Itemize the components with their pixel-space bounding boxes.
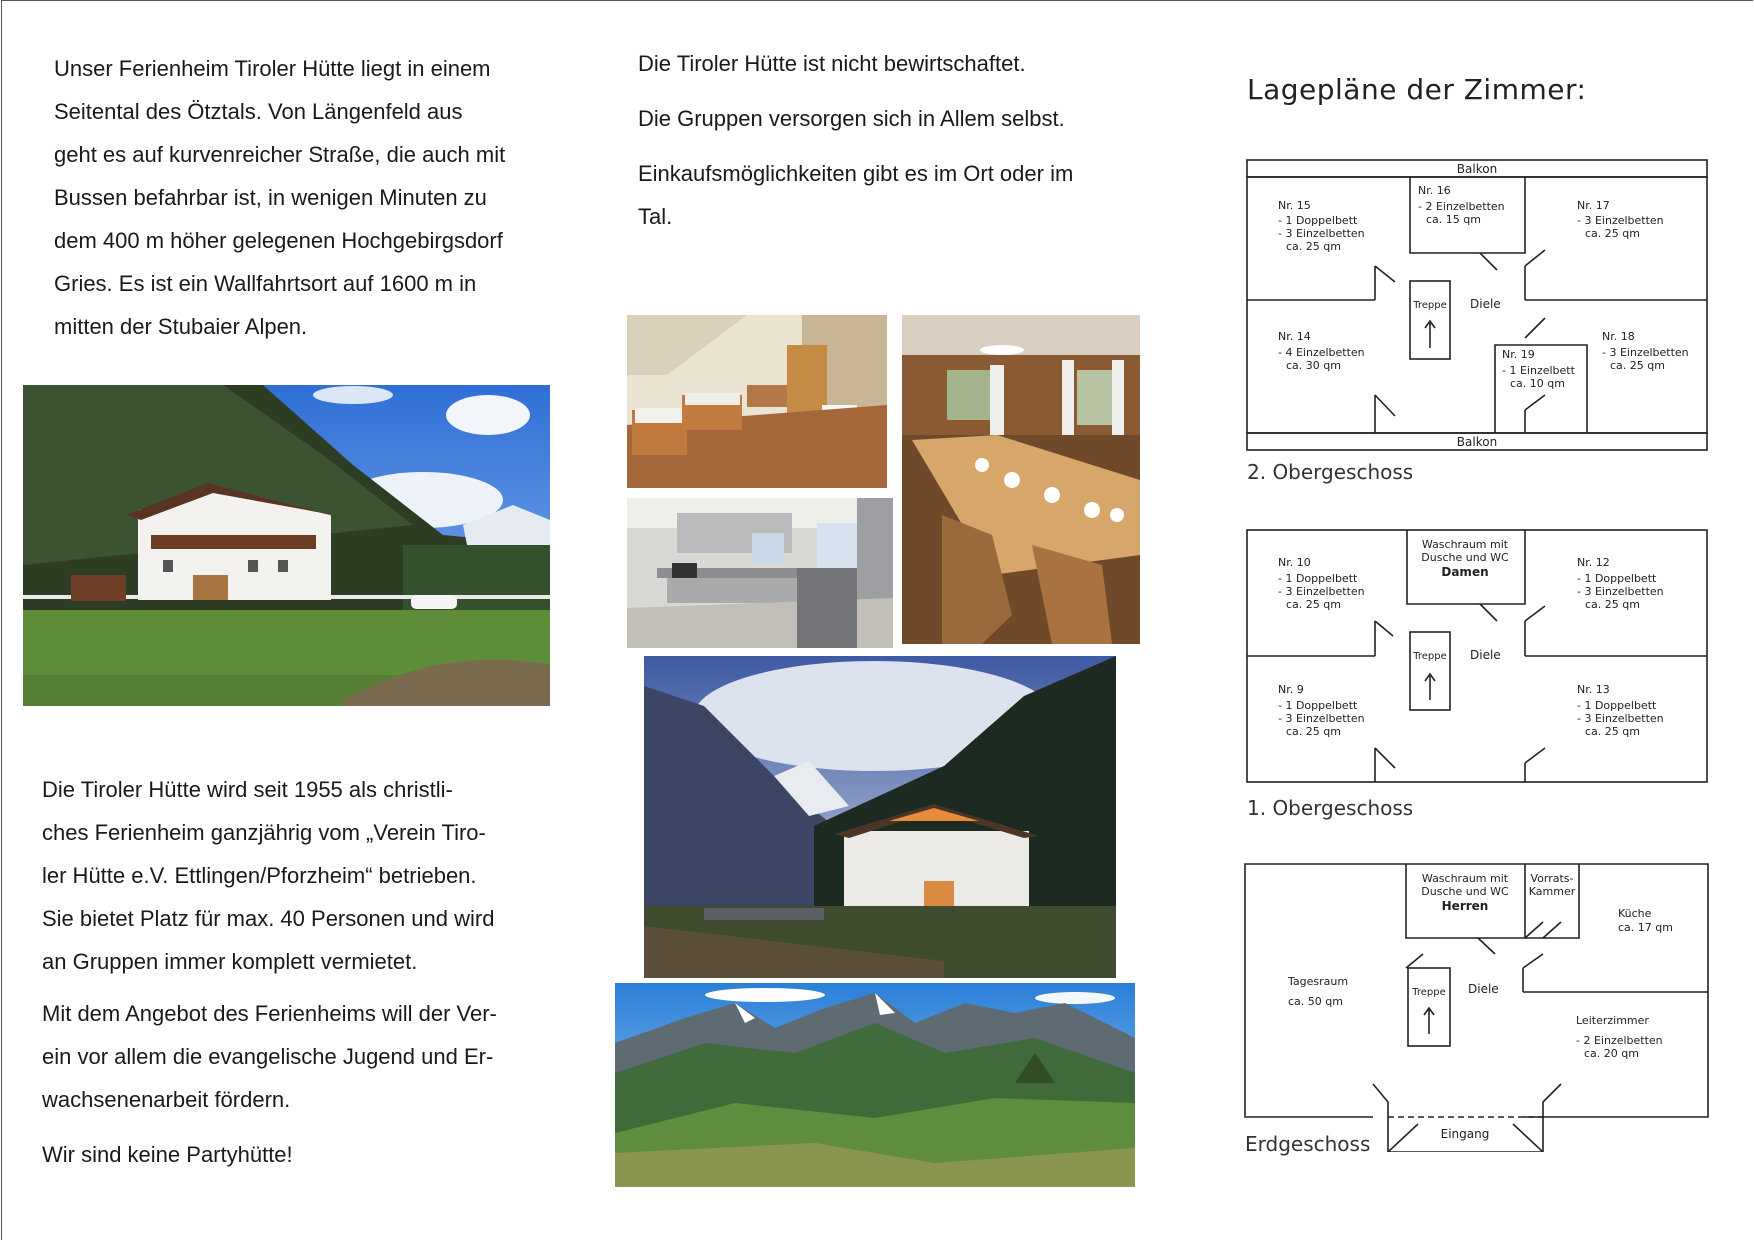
room-9-title: Nr. 9 xyxy=(1278,683,1304,696)
floor-plan-2nd-floor xyxy=(1245,158,1710,453)
about-line: ches Ferienheim ganzjährig vom „Verein Tiro- xyxy=(42,820,486,845)
mission-paragraph xyxy=(42,992,562,1121)
hut-dusk-photo xyxy=(644,656,1116,978)
service-line: Einkaufsmöglichkeiten gibt es im Ort oder im xyxy=(638,161,1074,186)
dayroom-line: ca. 50 qm xyxy=(1288,995,1343,1008)
intro-line: mitten der Stubaier Alpen. xyxy=(54,314,308,339)
mission-line: wachsenenarbeit fördern. xyxy=(42,1087,291,1112)
room-18-line: - 3 Einzelbetten xyxy=(1602,346,1689,359)
room-16-line: - 2 Einzelbetten xyxy=(1418,200,1505,213)
hall-label: Diele xyxy=(1468,982,1499,996)
room-10-line: - 1 Doppelbett xyxy=(1278,572,1358,585)
room-19-line: - 1 Einzelbett xyxy=(1502,364,1575,377)
room-12-line: - 3 Einzelbetten xyxy=(1577,585,1664,598)
room-13-line: - 1 Doppelbett xyxy=(1577,699,1657,712)
intro-line: Unser Ferienheim Tiroler Hütte liegt in einem xyxy=(54,56,491,81)
intro-line: Bussen befahrbar ist, in wenigen Minuten zu xyxy=(54,185,487,210)
stairs-label: Treppe xyxy=(1412,987,1446,998)
balcony-top-label: Balkon xyxy=(1456,162,1498,176)
service-line: Die Tiroler Hütte ist nicht bewirtschaftet. xyxy=(638,51,1026,76)
floor-plan-ground-floor xyxy=(1243,862,1710,1152)
hall-label: Diele xyxy=(1470,648,1501,662)
stairs-label: Treppe xyxy=(1413,651,1447,662)
intro-line: geht es auf kurvenreicher Straße, die auch mit xyxy=(54,142,506,167)
closing-statement: Wir sind keine Partyhütte! xyxy=(42,1142,293,1167)
bedroom-photo xyxy=(627,315,887,488)
room-9-line: ca. 25 qm xyxy=(1286,725,1341,738)
wash-gents-title: Herren xyxy=(1441,899,1489,913)
plans-title: Lagepläne der Zimmer: xyxy=(1247,73,1587,106)
room-15-title: Nr. 15 xyxy=(1278,199,1311,212)
kitchen-title: Küche xyxy=(1618,907,1652,920)
room-18-title: Nr. 18 xyxy=(1602,330,1635,343)
room-10-line: - 3 Einzelbetten xyxy=(1278,585,1365,598)
kitchen-photo xyxy=(627,498,893,648)
room-15-line: - 3 Einzelbetten xyxy=(1278,227,1365,240)
room-17-line: - 3 Einzelbetten xyxy=(1577,214,1664,227)
room-9-line: - 3 Einzelbetten xyxy=(1278,712,1365,725)
room-13-line: ca. 25 qm xyxy=(1585,725,1640,738)
wash-ladies-title: Damen xyxy=(1441,565,1489,579)
room-10-title: Nr. 10 xyxy=(1278,556,1311,569)
kitchen-line: ca. 17 qm xyxy=(1618,921,1673,934)
about-line: ler Hütte e.V. Ettlingen/Pforzheim“ betrieben. xyxy=(42,863,477,888)
room-13-line: - 3 Einzelbetten xyxy=(1577,712,1664,725)
hall-label: Diele xyxy=(1470,297,1501,311)
entrance-label: Eingang xyxy=(1440,1127,1490,1141)
leader-room-line: ca. 20 qm xyxy=(1584,1047,1639,1060)
room-12-line: - 1 Doppelbett xyxy=(1577,572,1657,585)
wash-gents-line: Dusche und WC xyxy=(1421,885,1509,898)
storage-line: Vorrats- xyxy=(1530,872,1574,885)
room-18-line: ca. 25 qm xyxy=(1610,359,1665,372)
room-14-line: ca. 30 qm xyxy=(1286,359,1341,372)
leader-room-title: Leiterzimmer xyxy=(1576,1014,1649,1027)
balcony-bottom-label: Balkon xyxy=(1456,435,1498,449)
storage-line: Kammer xyxy=(1528,885,1576,898)
about-paragraph xyxy=(42,768,562,983)
room-16-line: ca. 15 qm xyxy=(1426,213,1481,226)
stairs-label: Treppe xyxy=(1413,300,1447,311)
mountain-panorama-photo xyxy=(615,983,1135,1187)
room-19-title: Nr. 19 xyxy=(1502,348,1535,361)
dining-room-photo xyxy=(902,315,1140,644)
leader-room-line: - 2 Einzelbetten xyxy=(1576,1034,1663,1047)
room-17-title: Nr. 17 xyxy=(1577,199,1610,212)
intro-line: Gries. Es ist ein Wallfahrtsort auf 1600 m in xyxy=(54,271,477,296)
wash-ladies-line: Waschraum mit xyxy=(1421,538,1509,551)
wash-gents-line: Waschraum mit xyxy=(1421,872,1509,885)
room-17-line: ca. 25 qm xyxy=(1585,227,1640,240)
intro-line: dem 400 m höher gelegenen Hochgebirgsdorf xyxy=(54,228,503,253)
mission-line: ein vor allem die evangelische Jugend und Er- xyxy=(42,1044,494,1069)
floor-plan-1st-floor xyxy=(1245,528,1710,788)
about-line: Sie bietet Platz für max. 40 Personen und wird xyxy=(42,906,495,931)
floor-label-2nd: 2. Obergeschoss xyxy=(1247,460,1414,484)
room-12-title: Nr. 12 xyxy=(1577,556,1610,569)
room-14-line: - 4 Einzelbetten xyxy=(1278,346,1365,359)
room-15-line: ca. 25 qm xyxy=(1286,240,1341,253)
room-14-title: Nr. 14 xyxy=(1278,330,1311,343)
room-13-title: Nr. 13 xyxy=(1577,683,1610,696)
intro-line: Seitental des Ötztals. Von Längenfeld aus xyxy=(54,99,463,124)
mission-line: Mit dem Angebot des Ferienheims will der Ver- xyxy=(42,1001,497,1026)
room-19-line: ca. 10 qm xyxy=(1510,377,1565,390)
room-10-line: ca. 25 qm xyxy=(1286,598,1341,611)
room-15-line: - 1 Doppelbett xyxy=(1278,214,1358,227)
floor-label-ground: Erdgeschoss xyxy=(1245,1132,1371,1156)
wash-ladies-line: Dusche und WC xyxy=(1421,551,1509,564)
about-line: Die Tiroler Hütte wird seit 1955 als christli- xyxy=(42,777,453,802)
service-line: Tal. xyxy=(638,204,673,229)
house-exterior-photo xyxy=(23,385,550,706)
dayroom-title: Tagesraum xyxy=(1288,975,1349,988)
room-9-line: - 1 Doppelbett xyxy=(1278,699,1358,712)
about-line: an Gruppen immer komplett vermietet. xyxy=(42,949,418,974)
floor-label-1st: 1. Obergeschoss xyxy=(1247,796,1414,820)
intro-paragraph xyxy=(54,47,574,348)
room-12-line: ca. 25 qm xyxy=(1585,598,1640,611)
service-line: Die Gruppen versorgen sich in Allem selbst. xyxy=(638,106,1065,131)
room-16-title: Nr. 16 xyxy=(1418,184,1451,197)
